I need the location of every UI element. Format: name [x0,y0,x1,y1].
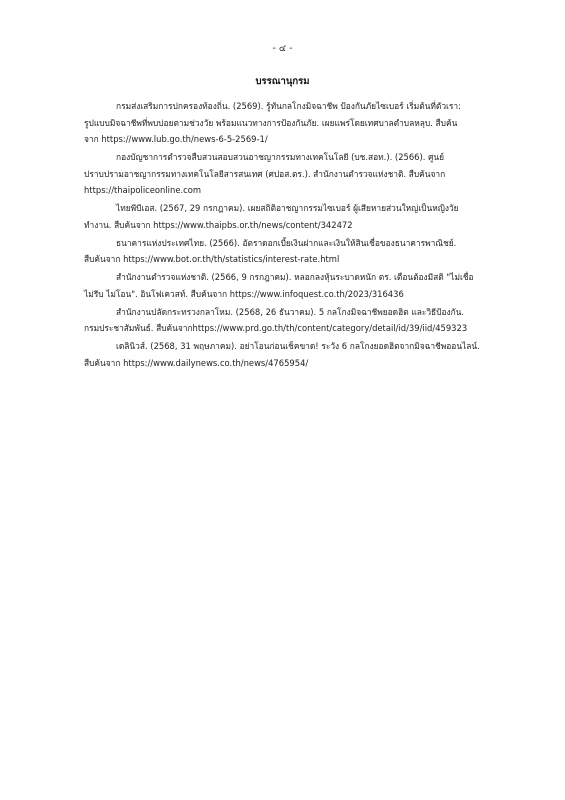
reference-line: ไทยพีบีเอส. (2567, 29 กรกฎาคม). เผยสถิติอาชญากรรมไซเบอร์ ผู้เสียหายส่วนใหญ่เป็นหญิงวัย [116,203,459,213]
reference-line: สืบค้นจาก https://www.bot.or.th/th/statistics/interest-rate.html [84,254,340,264]
reference-entry [84,269,484,302]
page-number: - ๔ - [272,43,293,54]
reference-line: เดลินิวส์. (2568, 31 พฤษภาคม). อย่าโอนก่อนเช็คขาด! ระวัง 6 กลโกงยอดฮิตจากมิจฉาชีพออนไลน์. [116,341,480,351]
reference-line: สำนักงานปลัดกระทรวงกลาโหม. (2568, 26 ธันวาคม). 5 กลโกงมิจฉาชีพยอดฮิต และวิธีป้องกัน. [116,306,465,317]
reference-line: กองบัญชาการตำรวจสืบสวนสอบสวนอาชญากรรมทางเทคโนโลยี (บช.สอท.). (2566). ศูนย์ [116,152,445,162]
reference-line: ปราบปรามอาชญากรรมทางเทคโนโลยีสารสนเทศ (ศปอส.ตร.). สำนักงานตำรวจแห่งชาติ. สืบค้นจาก [84,168,446,179]
reference-line: กรมประชาสัมพันธ์. สืบค้นจากhttps://www.prd.go.th/th/content/category/detail/id/39/iid/459323 [84,323,468,333]
reference-line: ทำงาน. สืบค้นจาก https://www.thaipbs.or.th/news/content/342472 [84,219,353,230]
reference-line: ธนาคารแห่งประเทศไทย. (2566). อัตราดอกเบี้ยเงินฝากและเงินให้สินเชื่อของธนาคารพาณิชย์. [116,237,457,248]
reference-line: จาก https://www.lub.go.th/news-6-5-2569-1/ [84,134,268,144]
reference-line: ไม่รีบ ไม่โอน". อินโฟเควสท์. สืบค้นจาก https://www.infoquest.co.th/2023/316436 [84,288,404,299]
reference-entry [84,338,484,371]
reference-entry [84,304,484,337]
bibliography-list [84,98,484,373]
reference-line: https://thaipoliceonline.com [84,185,202,195]
reference-entry [84,235,484,268]
reference-entry [84,98,484,148]
bibliography-heading: บรรณานุกรม [255,76,310,87]
reference-line: รูปแบบมิจฉาชีพที่พบบ่อยตามช่วงวัย พร้อมแนวทางการป้องกันภัย. เผยแพร่โดยเทศบาลตำบลหลุบ. สืบค้น [84,117,458,128]
reference-line: กรมส่งเสริมการปกครองท้องถิ่น. (2569). รู้ทันกลโกงมิจฉาชีพ ป้องกันภัยไซเบอร์ เริ่มต้นที่ตัวเรา: [116,101,461,111]
reference-entry [84,200,484,233]
reference-entry [84,149,484,199]
reference-line: สำนักงานตำรวจแห่งชาติ. (2566, 9 กรกฎาคม). หลอกลงหุ้นระบาดหนัก ตร. เตือนต้องมีสติ "ไม่เชื่อ [116,272,474,282]
reference-line: สืบค้นจาก https://www.dailynews.co.th/news/4765954/ [84,357,309,368]
